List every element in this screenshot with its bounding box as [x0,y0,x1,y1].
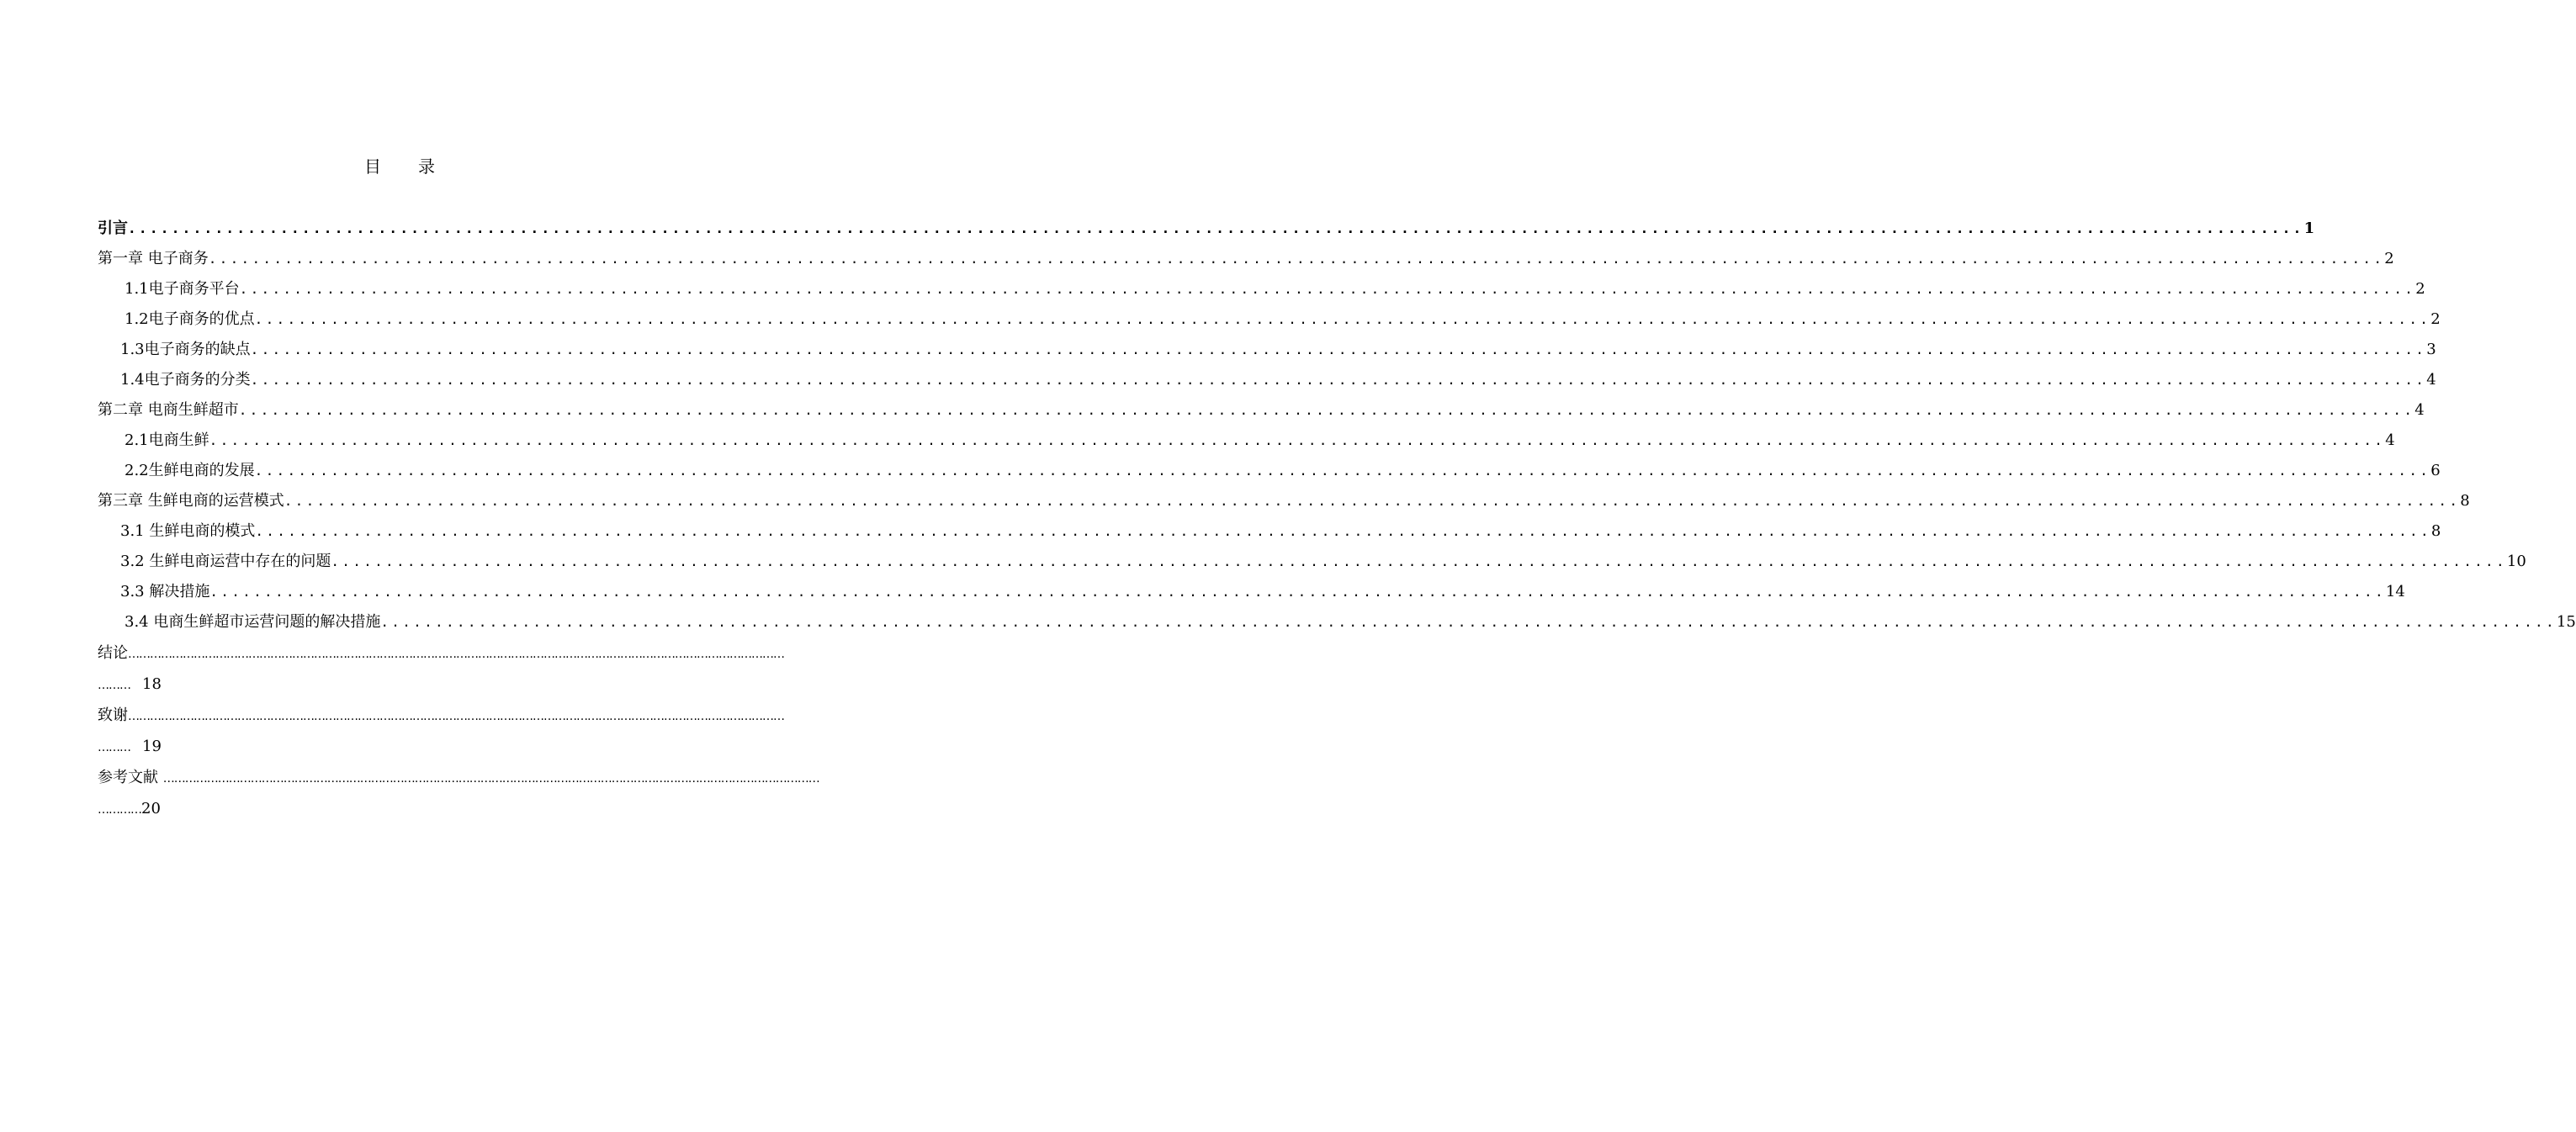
toc-entry-page-number: 8 [2460,492,2470,510]
toc-entry-first-line [98,762,819,793]
toc-leader-dots: ……………………………………………………………………………………………………………………………………………………………… [128,648,784,661]
toc-entry[interactable] [98,244,2394,274]
toc-entry[interactable] [98,577,2405,607]
toc-entry-label: 3.4 电商生鲜超市运营问题的解决措施 [125,613,381,631]
toc-entry-page-number: 6 [2430,462,2441,479]
toc-entry-page-number: 18 [142,675,162,693]
toc-title [0,153,799,177]
toc-leader-dots: ........................................................................................................................................................................................................ [250,372,2427,388]
table-of-contents [98,214,2576,824]
toc-entry-label: 第三章 生鲜电商的运营模式 [98,492,284,510]
toc-entry-second-line [98,669,705,700]
toc-leader-dots: ........................................................................................................................................................................................................ [208,251,2385,267]
toc-leader-dots: ........................................................................................................................................................................................................ [254,311,2431,327]
toc-leader-dots: ........................................................................................................................................................................................................ [380,614,2557,630]
toc-entry-page-number: 2 [2430,310,2441,328]
toc-entry-label: 1.1电子商务平台 [125,280,240,298]
toc-entry-label: 3.2 生鲜电商运营中存在的问题 [120,553,331,570]
toc-entry-page-number: 14 [2385,583,2405,600]
toc-leader-dots: ……………………………………………………………………………………………………………………………………………………………… [162,772,819,786]
toc-entry-label: 1.4电子商务的分类 [120,371,251,389]
toc-entry-page-number: 2 [2384,250,2394,267]
toc-entry-page-number: 8 [2430,522,2441,540]
toc-entry[interactable] [98,304,2441,335]
toc-entry[interactable] [98,274,2425,304]
toc-leader-dots: ........................................................................................................................................................................................................ [254,463,2431,479]
toc-entry[interactable] [98,335,2436,365]
toc-entry-page-number: 4 [2385,431,2395,449]
toc-entry[interactable] [98,214,2315,244]
toc-entry-page-number: 10 [2506,553,2526,570]
toc-entry-label: 参考文献 [98,769,163,786]
toc-entry-label: 3.3 解决措施 [120,583,210,600]
toc-title-char-2: 录 [418,156,435,177]
toc-entry-first-line [98,637,784,669]
toc-leader-dots: ........................................................................................................................................................................................................ [331,553,2507,569]
toc-entry[interactable] [98,516,2441,547]
toc-leader-dots: ……………………………………………………………………………………………………………………………………………………………… [128,710,784,723]
toc-entry-label: 致谢 [98,706,128,724]
toc-entry[interactable] [98,547,2526,577]
toc-entry-page-number: 4 [2426,371,2436,389]
toc-title-char-1: 目 [364,156,381,177]
toc-leader-dots: ........................................................................................................................................................................................................ [209,432,2386,448]
toc-entry-label: 1.2电子商务的优点 [125,310,255,328]
toc-leader-dots: ........................................................................................................................................................................................................ [238,402,2415,418]
toc-entry[interactable] [98,395,2425,426]
toc-entry-page-number: 15 [2556,613,2576,631]
toc-leader-dots: ........................................................................................................................................................................................................ [255,523,2431,539]
toc-entry-label: 2.1电商生鲜 [125,431,209,449]
toc-leader-dots: ........................................................................................................................................................................................................ [209,584,2386,600]
toc-entry[interactable] [98,426,2395,456]
toc-entry-wrapped[interactable] [98,762,819,824]
toc-entry[interactable] [98,607,2576,637]
toc-entry[interactable] [98,365,2436,395]
toc-entry-label: 引言 [98,220,128,237]
toc-entry-page-number: 1 [2303,220,2315,237]
toc-leader-dots: ………… [98,803,141,817]
toc-entry-page-number: 19 [142,738,162,755]
toc-leader-dots: ……… [98,679,130,692]
toc-entry-second-line [98,793,705,824]
toc-entry[interactable] [98,456,2441,486]
toc-entry-page-number: 3 [2426,341,2436,358]
toc-entry-label: 1.3电子商务的缺点 [120,341,251,358]
toc-entry-page-number: 2 [2415,280,2425,298]
toc-entry-page-number: 4 [2414,401,2425,419]
toc-leader-dots: ........................................................................................................................................................................................................ [128,220,2304,236]
toc-leader-dots: ........................................................................................................................................................................................................ [239,281,2416,297]
toc-leader-dots: ........................................................................................................................................................................................................ [250,341,2427,357]
toc-leader-dots: ……… [98,741,130,754]
toc-entry-wrapped[interactable] [98,700,784,762]
toc-leader-dots: ........................................................................................................................................................................................................ [284,493,2461,509]
toc-entry-label: 3.1 生鲜电商的模式 [120,522,256,540]
toc-entry-page-number: 20 [141,800,161,817]
toc-entry-second-line [98,731,705,762]
toc-entry-label: 第二章 电商生鲜超市 [98,401,239,419]
toc-entry-label: 第一章 电子商务 [98,250,209,267]
toc-entry[interactable] [98,486,2470,516]
toc-entry-label: 结论 [98,644,128,662]
toc-entry-wrapped[interactable] [98,637,784,700]
toc-entry-label: 2.2生鲜电商的发展 [125,462,255,479]
toc-entry-first-line [98,700,784,731]
